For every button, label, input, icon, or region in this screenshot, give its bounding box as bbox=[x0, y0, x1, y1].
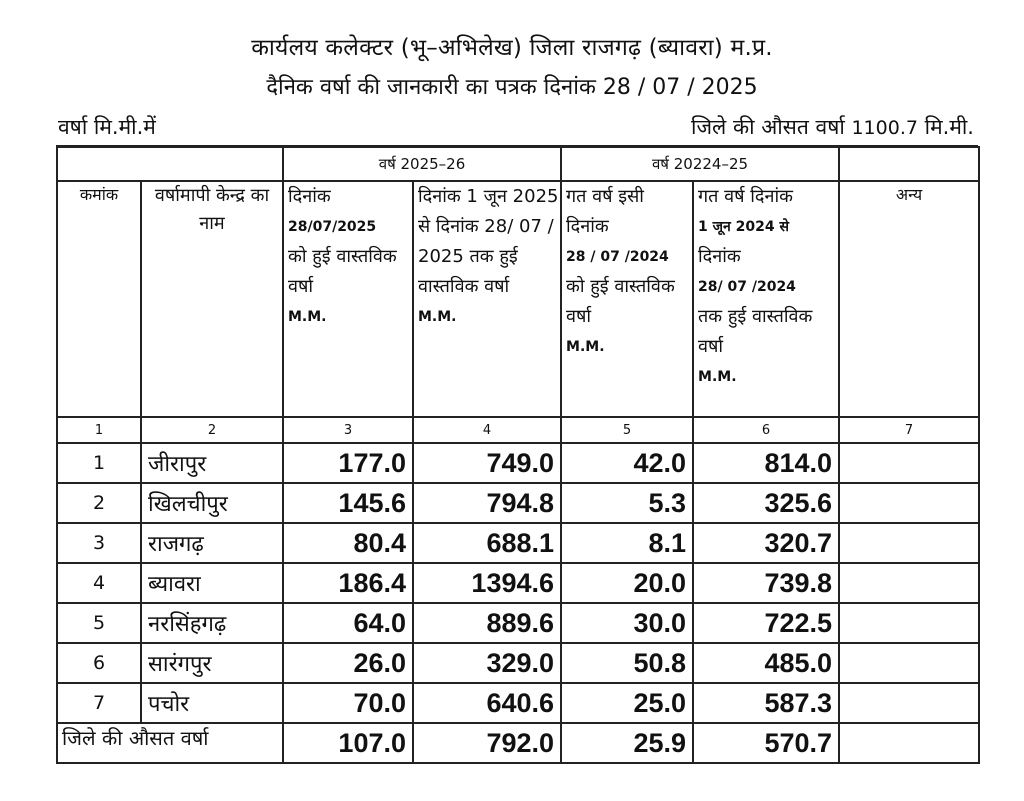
row-serial: 3 bbox=[57, 523, 141, 563]
cell-col3: 177.0 bbox=[283, 443, 413, 483]
header-station-name: वर्षामापी केन्द्र का नाम bbox=[141, 181, 283, 417]
document-title: कार्यलय कलेक्टर (भू–अभिलेख) जिला राजगढ़ (ब्यावरा) म.प्र. bbox=[251, 35, 773, 61]
district-average-label: जिले की औसत वर्षा bbox=[691, 115, 845, 139]
table-row bbox=[57, 483, 979, 523]
cell-col7 bbox=[839, 643, 979, 683]
row-serial: 6 bbox=[57, 643, 141, 683]
cell-col7 bbox=[839, 483, 979, 523]
station-name: ब्यावरा bbox=[141, 563, 283, 603]
station-name: नरसिंहगढ़ bbox=[141, 603, 283, 643]
column-number: 6 bbox=[693, 417, 839, 443]
cell-col6: 320.7 bbox=[693, 523, 839, 563]
header-today-rain-b: 28/07/2025 bbox=[288, 219, 377, 235]
total-cell-col3: 107.0 bbox=[283, 723, 413, 763]
document-subtitle: दैनिक वर्षा की जानकारी का पत्रक दिनांक 28 / 07 / 2025 bbox=[266, 75, 758, 100]
header-lastyear-season-rain-c: दिनांक bbox=[698, 246, 741, 267]
header-lastyear-day-rain bbox=[561, 181, 693, 417]
column-number: 2 bbox=[141, 417, 283, 443]
cell-col3: 80.4 bbox=[283, 523, 413, 563]
table-row bbox=[57, 563, 979, 603]
station-name: सारंगपुर bbox=[141, 643, 283, 683]
table-row bbox=[57, 683, 979, 723]
column-number: 1 bbox=[57, 417, 141, 443]
cell-col3: 64.0 bbox=[283, 603, 413, 643]
total-cell-col4: 792.0 bbox=[413, 723, 561, 763]
cell-col4: 329.0 bbox=[413, 643, 561, 683]
cell-col5: 30.0 bbox=[561, 603, 693, 643]
cell-col7 bbox=[839, 523, 979, 563]
cell-col4: 749.0 bbox=[413, 443, 561, 483]
unit-label: वर्षा मि.मी.में bbox=[58, 115, 156, 139]
station-name: पचोर bbox=[141, 683, 283, 723]
table-row bbox=[57, 443, 979, 483]
header-lastyear-day-rain-b: 28 / 07 /2024 bbox=[566, 249, 669, 265]
cell-col3: 26.0 bbox=[283, 643, 413, 683]
column-header-row bbox=[57, 181, 979, 417]
year-header-blank-right bbox=[839, 147, 979, 181]
header-today-rain-d: M.M. bbox=[288, 309, 327, 325]
total-cell-col6: 570.7 bbox=[693, 723, 839, 763]
header-today-rain bbox=[283, 181, 413, 417]
column-number: 4 bbox=[413, 417, 561, 443]
total-label: जिले की औसत वर्षा bbox=[57, 723, 283, 763]
total-row bbox=[57, 723, 979, 763]
cell-col7 bbox=[839, 603, 979, 643]
cell-col4: 794.8 bbox=[413, 483, 561, 523]
column-number: 5 bbox=[561, 417, 693, 443]
cell-col5: 42.0 bbox=[561, 443, 693, 483]
total-cell-col5: 25.9 bbox=[561, 723, 693, 763]
row-serial: 1 bbox=[57, 443, 141, 483]
district-average-unit: मि.मी. bbox=[924, 115, 974, 139]
cell-col5: 5.3 bbox=[561, 483, 693, 523]
header-today-rain-c: को हुई वास्तविक वर्षा bbox=[288, 246, 397, 297]
cell-col3: 145.6 bbox=[283, 483, 413, 523]
cell-col7 bbox=[839, 443, 979, 483]
cell-col5: 50.8 bbox=[561, 643, 693, 683]
year-header-current: वर्ष 2025–26 bbox=[283, 147, 561, 181]
cell-col5: 8.1 bbox=[561, 523, 693, 563]
cell-col4: 640.6 bbox=[413, 683, 561, 723]
header-lastyear-season-rain-e: तक हुई वास्तविक वर्षा bbox=[698, 306, 813, 357]
station-name: राजगढ़ bbox=[141, 523, 283, 563]
header-season-rain-a: दिनांक 1 जून 2025 से दिनांक 28/ 07 / 2025 तक हुई वास्तविक वर्षा bbox=[418, 186, 559, 297]
district-average-value: 1100.7 bbox=[851, 117, 918, 139]
header-lastyear-day-rain-a: गत वर्ष इसी दिनांक bbox=[566, 186, 644, 237]
station-name: खिलचीपुर bbox=[141, 483, 283, 523]
column-number: 3 bbox=[283, 417, 413, 443]
row-serial: 2 bbox=[57, 483, 141, 523]
cell-col6: 325.6 bbox=[693, 483, 839, 523]
cell-col6: 739.8 bbox=[693, 563, 839, 603]
header-lastyear-season-rain-b: 1 जून 2024 से bbox=[698, 219, 789, 235]
cell-col5: 20.0 bbox=[561, 563, 693, 603]
year-header-previous: वर्ष 20224–25 bbox=[561, 147, 839, 181]
table-body bbox=[57, 443, 979, 723]
cell-col7 bbox=[839, 683, 979, 723]
header-season-rain bbox=[413, 181, 561, 417]
cell-col6: 485.0 bbox=[693, 643, 839, 683]
header-lastyear-season-rain-f: M.M. bbox=[698, 369, 737, 385]
cell-col4: 1394.6 bbox=[413, 563, 561, 603]
cell-col6: 587.3 bbox=[693, 683, 839, 723]
row-serial: 5 bbox=[57, 603, 141, 643]
year-header-row bbox=[57, 147, 979, 181]
cell-col3: 186.4 bbox=[283, 563, 413, 603]
cell-col7 bbox=[839, 563, 979, 603]
header-serial: कमांक bbox=[57, 181, 141, 417]
header-today-rain-a: दिनांक bbox=[288, 186, 331, 207]
cell-col5: 25.0 bbox=[561, 683, 693, 723]
district-average bbox=[691, 113, 974, 141]
column-number-row bbox=[57, 417, 979, 443]
table-row bbox=[57, 643, 979, 683]
table-row bbox=[57, 523, 979, 563]
header-season-rain-b: M.M. bbox=[418, 309, 457, 325]
header-lastyear-day-rain-d: M.M. bbox=[566, 339, 605, 355]
cell-col4: 889.6 bbox=[413, 603, 561, 643]
header-lastyear-season-rain-d: 28/ 07 /2024 bbox=[698, 279, 796, 295]
header-lastyear-day-rain-c: को हुई वास्तविक वर्षा bbox=[566, 276, 675, 327]
row-serial: 4 bbox=[57, 563, 141, 603]
table-row bbox=[57, 603, 979, 643]
cell-col4: 688.1 bbox=[413, 523, 561, 563]
rainfall-table bbox=[56, 146, 980, 764]
column-number: 7 bbox=[839, 417, 979, 443]
cell-col6: 722.5 bbox=[693, 603, 839, 643]
station-name: जीरापुर bbox=[141, 443, 283, 483]
cell-col6: 814.0 bbox=[693, 443, 839, 483]
row-serial: 7 bbox=[57, 683, 141, 723]
header-lastyear-season-rain bbox=[693, 181, 839, 417]
year-header-blank bbox=[57, 147, 283, 181]
header-other: अन्य bbox=[839, 181, 979, 417]
total-cell-col7 bbox=[839, 723, 979, 763]
header-lastyear-season-rain-a: गत वर्ष दिनांक bbox=[698, 186, 793, 207]
cell-col3: 70.0 bbox=[283, 683, 413, 723]
